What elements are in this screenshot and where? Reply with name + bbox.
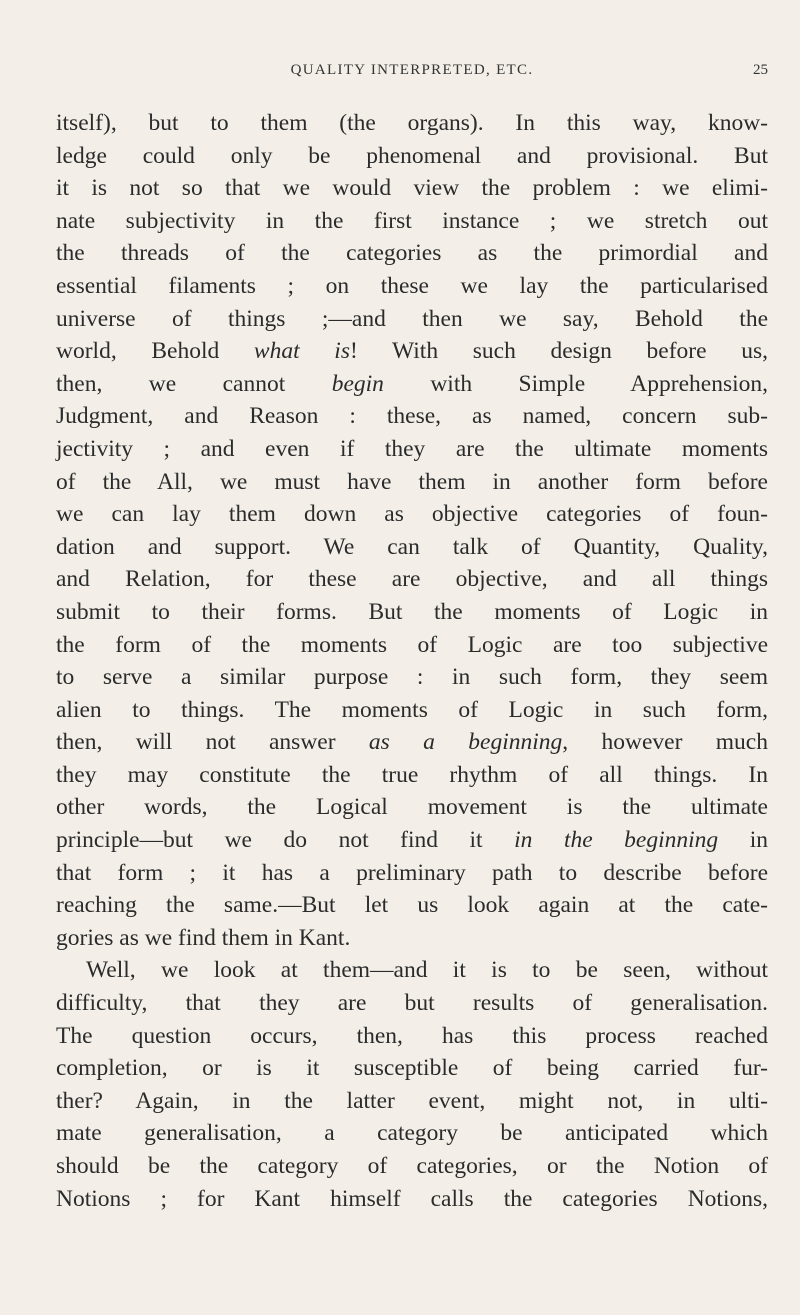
text-line: Judgment, and Reason : these, as named, concern sub- [56,403,768,430]
text-line: universe of things ;—and then we say, Behold the [56,305,768,332]
text-line: Well, we look at them—and it is to be seen, without [86,957,768,984]
text-segment: principle—but we do not find it [56,827,515,854]
body-text [56,107,768,1215]
text-line: it is not so that we would view the problem : we elimi- [56,175,768,202]
text-line [56,335,768,368]
text-line: they may constitute the true rhythm of all things. In [56,761,768,788]
italic-text: in the beginning [514,827,719,854]
text-line: we can lay them down as objective categories of foun- [56,501,768,528]
text-line: mate generalisation, a category be anticipated which [56,1120,768,1147]
text-line: and Relation, for these are objective, and all things [56,566,768,593]
italic-text: as a beginning [368,729,563,756]
text-line [56,824,768,857]
text-segment: in [718,827,769,854]
running-head: QUALITY INTERPRETED, ETC. [290,62,534,78]
text-line: the threads of the categories as the primordial and [56,240,768,267]
text-line: ther? Again, in the latter event, might not, in ulti- [56,1087,768,1114]
text-line: difficulty, that they are but results of generalisation. [56,990,768,1017]
text-line: to serve a similar purpose : in such form, they seem [56,664,768,691]
text-line: reaching the same.—But let us look again at the cate- [56,892,768,919]
italic-text: what is [253,338,350,365]
text-line: nate subjectivity in the first instance ; we stretch out [56,207,768,234]
text-line: that form ; it has a preliminary path to describe before [56,859,768,886]
text-line: other words, the Logical movement is the ultimate [56,794,768,821]
page-header [56,62,768,82]
text-line: gories as we find them in Kant. [56,924,351,951]
text-line: submit to their forms. But the moments of Logic in [56,598,768,625]
text-segment: , however much [562,729,768,756]
text-line: The question occurs, then, has this process reached [56,1022,768,1049]
text-line: essential filaments ; on these we lay the particularised [56,272,768,299]
text-line: the form of the moments of Logic are too subjective [56,631,768,658]
italic-text: begin [331,370,384,397]
text-line: ledge could only be phenomenal and provisional. But [56,142,768,169]
text-segment: then, we cannot [56,370,332,397]
text-line: alien to things. The moments of Logic in such form, [56,696,768,723]
text-line: should be the category of categories, or the Notion of [56,1153,768,1179]
text-line [56,726,768,759]
text-segment: then, will not answer [56,729,369,756]
text-line: completion, or is it susceptible of being carried fur- [56,1055,768,1082]
text-line: Notions ; for Kant himself calls the categories Notions, [56,1185,768,1212]
text-line: jectivity ; and even if they are the ultimate moments [56,435,768,462]
text-line: dation and support. We can talk of Quantity, Quality, [56,533,768,560]
text-line: of the All, we must have them in another form before [56,468,768,495]
text-segment: world, Behold [56,338,254,365]
text-line: itself), but to them (the organs). In this way, know- [56,110,768,136]
text-line [56,368,768,401]
text-segment: with Simple Apprehension, [383,370,768,397]
page-number: 25 [753,62,768,78]
text-segment: ! With such design before us, [349,338,768,365]
